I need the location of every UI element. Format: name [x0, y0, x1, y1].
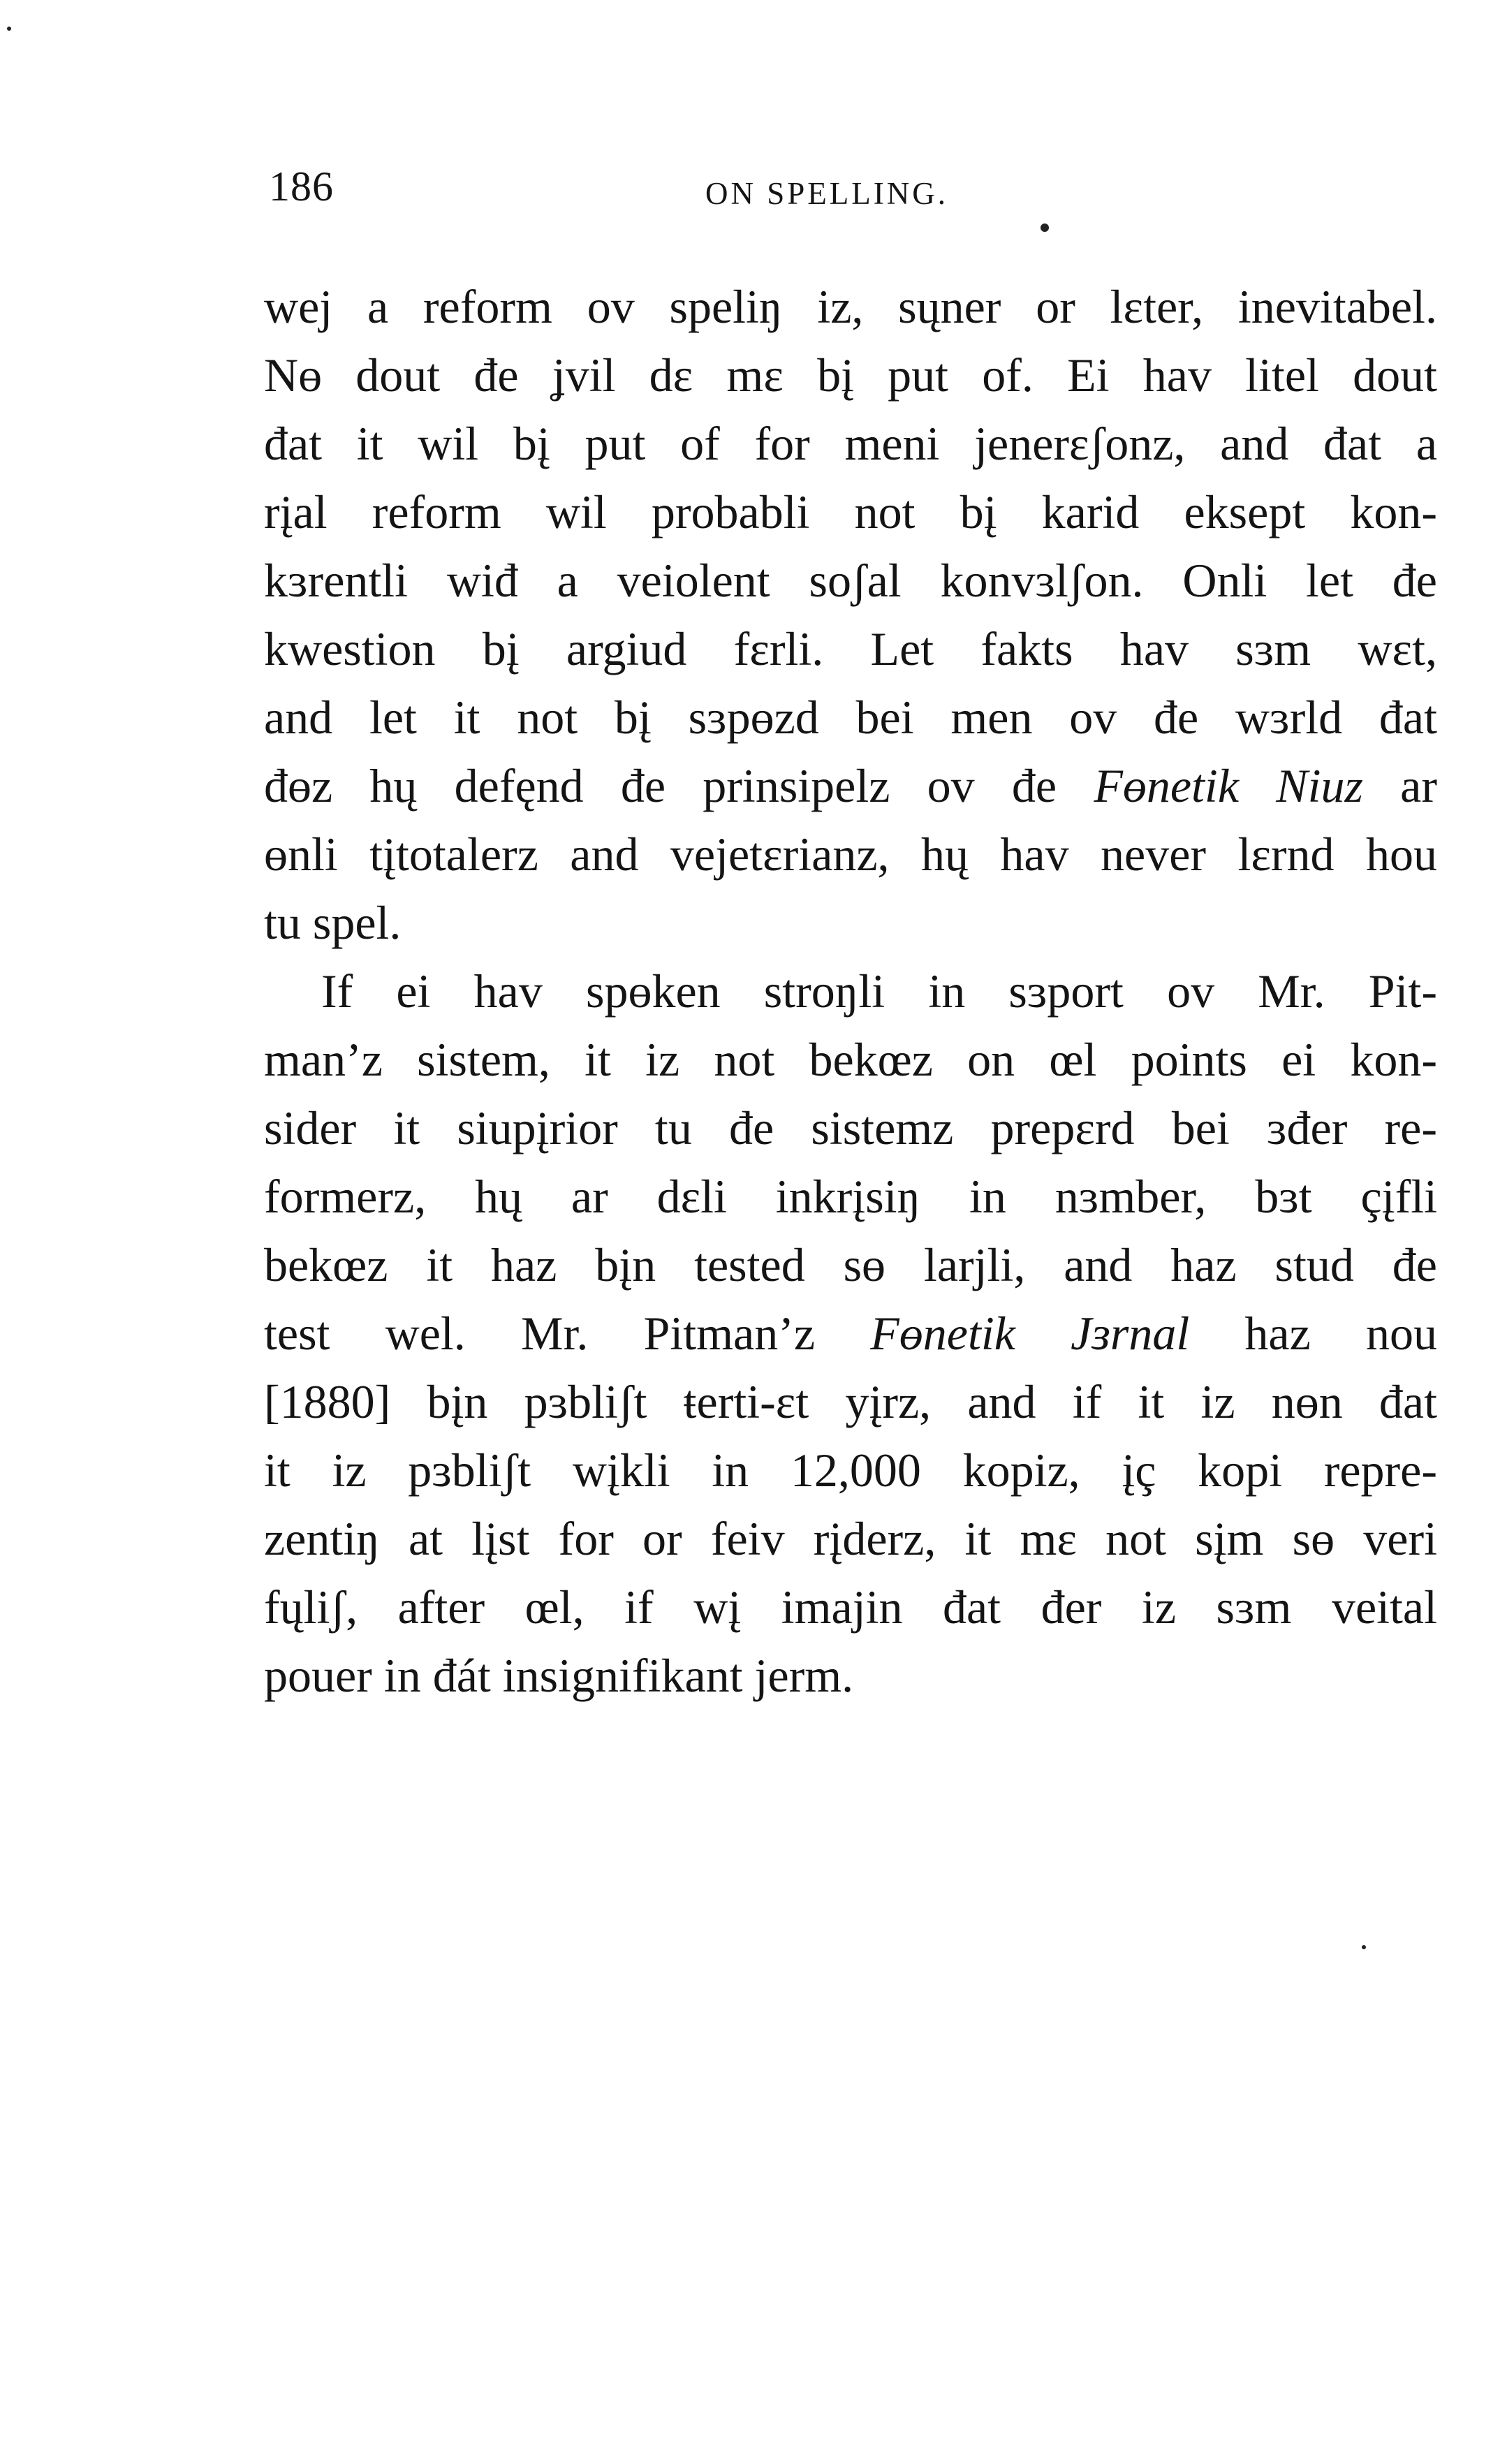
- ink-speck: [1041, 223, 1049, 232]
- text-run: [1880] bįn pɜbliʃt ŧerti-ɛt yįrz, and if it iz nөn đat: [264, 1375, 1437, 1428]
- italic-title: Fөnetik Jɜrnal: [870, 1307, 1190, 1360]
- text-run: tu spel.: [264, 896, 402, 949]
- text-line: [264, 888, 1437, 957]
- text-line: [264, 1231, 1437, 1299]
- text-line: [264, 820, 1437, 888]
- body-text: [264, 272, 1437, 1710]
- text-line: [264, 615, 1437, 683]
- text-run: өnli tįtotalerz and vejetɛrianz, hų hav never lɛrnd hou: [264, 828, 1437, 881]
- text-run: wej a reform ov speliŋ iz, sųner or lɛter, inevitabel.: [264, 280, 1437, 333]
- text-line: [264, 1641, 1437, 1710]
- text-run: đat it wil bį put of for meni jenerɛʃonz, and đat a: [264, 417, 1437, 470]
- text-run: fųliʃ, after œl, if wį imajin đat đer iz sɜm veital: [264, 1581, 1437, 1634]
- text-line: [264, 683, 1437, 751]
- text-run: If ei hav spөken stroŋli in sɜport ov Mr. Pit-: [321, 965, 1437, 1018]
- text-run: kɜrentli wiđ a veiolent soʃal konvɜlʃon. Onli let đe: [264, 554, 1437, 607]
- text-run: Nө dout đe ʝvil dɛ mɛ bį put of. Ei hav litel dout: [264, 349, 1437, 402]
- text-run: haz nou: [1189, 1307, 1437, 1360]
- text-run: test wel. Mr. Pitman’z: [264, 1307, 871, 1360]
- ink-speck: [1362, 1945, 1366, 1949]
- page-number: 186: [269, 163, 334, 210]
- text-run: man’z sistem, it iz not bekœz on œl points ei kon-: [264, 1033, 1437, 1086]
- text-run: rįal reform wil probabli not bį karid eksept kon-: [264, 485, 1437, 538]
- text-line: [264, 341, 1437, 409]
- italic-title: Fөnetik Niuz: [1094, 759, 1363, 812]
- text-line: [264, 409, 1437, 478]
- text-run: sider it siupįrior tu đe sistemz prepɛrd bei ɜđer re-: [264, 1101, 1437, 1154]
- text-line: [264, 1094, 1437, 1162]
- text-line: [264, 1504, 1437, 1573]
- text-run: bekœz it haz bįn tested sө larjli, and haz stud đe: [264, 1238, 1437, 1291]
- ink-speck: [7, 27, 11, 31]
- text-line: [264, 1367, 1437, 1436]
- text-run: zentiŋ at lįst for or feiv rįderz, it mɛ not sįm sө veri: [264, 1512, 1437, 1565]
- text-line: [264, 1299, 1437, 1367]
- text-line: [264, 957, 1437, 1025]
- text-run: ar: [1362, 759, 1438, 812]
- text-run: formerz, hų ar dɛli inkrįsiŋ in nɜmber, bɜt çįfli: [264, 1170, 1437, 1223]
- text-line: [264, 1573, 1437, 1641]
- text-line: [264, 478, 1437, 546]
- text-run: pouer in đát insignifikant jerm.: [264, 1649, 854, 1702]
- text-run: and let it not bį sɜpөzd bei men ov đe wɜrld đat: [264, 691, 1437, 744]
- text-line: [264, 1162, 1437, 1231]
- text-run: it iz pɜbliʃt wįkli in 12,000 kopiz, įç kopi repre-: [264, 1444, 1437, 1497]
- text-line: [264, 1025, 1437, 1094]
- running-head: ON SPELLING.: [705, 176, 948, 211]
- text-run: kwestion bį argiud fɛrli. Let fakts hav sɜm wɛt,: [264, 622, 1437, 675]
- text-line: [264, 272, 1437, 341]
- text-line: [264, 751, 1437, 820]
- text-line: [264, 1436, 1437, 1504]
- text-run: đөz hų defęnd đe prinsipelz ov đe: [264, 759, 1094, 812]
- text-line: [264, 546, 1437, 615]
